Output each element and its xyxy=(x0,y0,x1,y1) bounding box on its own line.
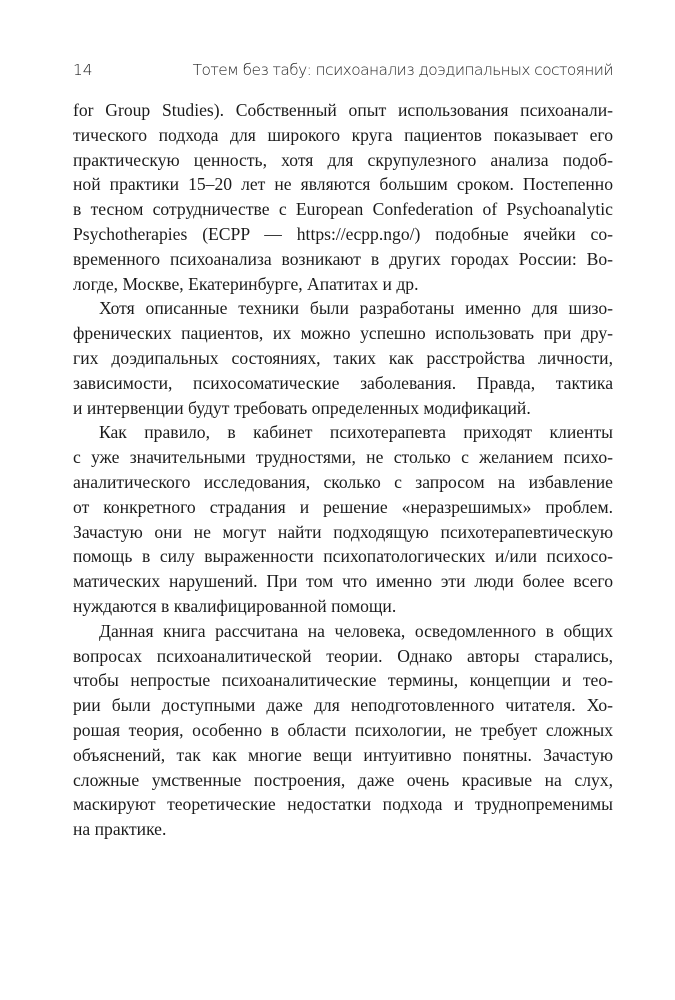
text-line: сложные умственные построения, даже очень красивые на слух, xyxy=(73,769,613,790)
paragraph-2 xyxy=(73,296,613,420)
paragraph-1 xyxy=(73,98,613,296)
text-line: ной практики 15–20 лет не являются большим сроком. Постепенно xyxy=(73,174,613,195)
paragraph-4 xyxy=(73,619,613,842)
text-line: тического подхода для широкого круга пациентов показывает его xyxy=(73,124,613,145)
text-line: рии были доступными даже для неподготовленного читателя. Хо- xyxy=(73,695,613,716)
text-line: практическую ценность, хотя для скрупулезного анализа подоб- xyxy=(73,149,613,170)
text-line: от конкретного страдания и решение «неразрешимых» проблем. xyxy=(73,496,613,517)
text-line: вопросах психоаналитической теории. Однако авторы старались, xyxy=(73,645,613,666)
running-title: Тотем без табу: психоанализ доэдипальных состояний xyxy=(192,61,613,79)
text-line: и интервенции будут требовать определенных модификаций. xyxy=(73,397,531,418)
text-line: логде, Москве, Екатеринбурге, Апатитах и др. xyxy=(73,273,419,294)
text-line: Psychotherapies (ECPP — https://ecpp.ngo/) подобные ячейки со- xyxy=(73,223,613,244)
text-line: зависимости, психосоматические заболевания. Правда, тактика xyxy=(73,372,613,393)
body-text xyxy=(73,98,613,842)
text-line: нуждаются в квалифицированной помощи. xyxy=(73,595,397,616)
text-line: рошая теория, особенно в области психологии, не требует сложных xyxy=(73,719,613,740)
running-header xyxy=(73,58,613,82)
text-line: for Group Studies). Собственный опыт использования психоанали- xyxy=(73,100,613,120)
text-line: маскируют теоретические недостатки подхода и труднопременимы xyxy=(73,794,613,815)
text-line: временного психоанализа возникают в других городах России: Во- xyxy=(73,248,613,269)
text-line: матических нарушений. При том что именно эти люди более всего xyxy=(73,571,613,592)
text-line: Как правило, в кабинет психотерапевта приходят клиенты xyxy=(99,422,613,443)
text-line: в тесном сотрудничестве с European Confederation of Psychoanalytic xyxy=(73,199,613,220)
text-line: Хотя описанные техники были разработаны именно для шизо- xyxy=(99,298,613,319)
text-line: аналитического исследования, сколько с запросом на избавление xyxy=(73,471,613,492)
text-line: Данная книга рассчитана на человека, осведомленного в общих xyxy=(99,620,613,641)
text-line: Зачастую они не могут найти подходящую психотерапевтическую xyxy=(73,521,613,542)
text-line: с уже значительными трудностями, не столько с желанием психо- xyxy=(73,447,613,468)
text-line: гих доэдипальных состояниях, таких как расстройства личности, xyxy=(73,347,613,368)
paragraph-3 xyxy=(73,420,613,618)
page-number: 14 xyxy=(73,61,93,79)
text-line: помощь в силу выраженности психопатологических и/или психосо- xyxy=(73,546,613,567)
text-line: объяснений, так как многие вещи интуитивно понятны. Зачастую xyxy=(73,744,613,765)
text-line: френических пациентов, их можно успешно использовать при дру- xyxy=(73,323,613,344)
text-line: на практике. xyxy=(73,819,167,840)
text-line: чтобы непростые психоаналитические термины, концепции и тео- xyxy=(73,670,613,691)
